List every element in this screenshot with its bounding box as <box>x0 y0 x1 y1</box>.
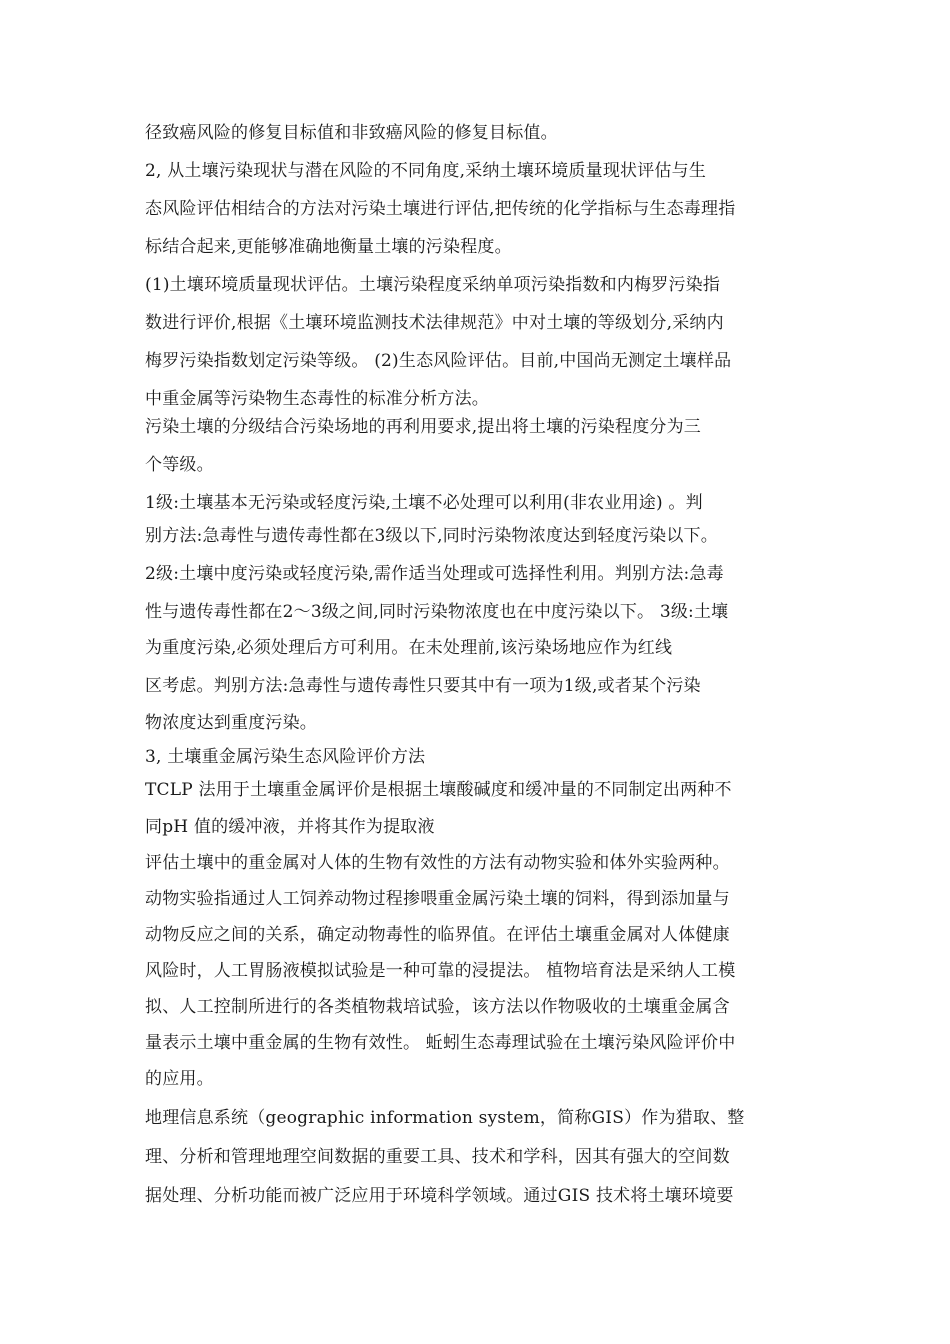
text-line: 数进行评价,根据《土壤环境监测技术法律规范》中对土壤的等级划分,采纳内 <box>145 313 724 333</box>
text-line: 1级:土壤基本无污染或轻度污染,土壤不必处理可以利用(非农业用途) 。判 <box>145 493 703 513</box>
text-line: 2, 从土壤污染现状与潜在风险的不同角度,采纳土壤环境质量现状评估与生 <box>145 161 707 181</box>
text-line: 个等级。 <box>145 455 214 475</box>
text-line: 性与遗传毒性都在2～3级之间,同时污染物浓度也在中度污染以下。 3级:土壤 <box>145 602 729 622</box>
text-line: (1)土壤环境质量现状评估。土壤污染程度采纳单项污染指数和内梅罗污染指 <box>145 275 721 295</box>
text-line: 污染土壤的分级结合污染场地的再利用要求,提出将土壤的污染程度分为三 <box>145 417 702 437</box>
text-line: 量表示土壤中重金属的生物有效性。 蚯蚓生态毒理试验在土壤污染风险评价中 <box>145 1033 736 1053</box>
text-line: 中重金属等污染物生态毒性的标准分析方法。 <box>145 389 489 409</box>
text-line: 动物反应之间的关系，确定动物毒性的临界值。在评估土壤重金属对人体健康 <box>145 925 730 945</box>
text-line: 地理信息系统（geographic information system，简称GIS）作为猎取、整 <box>145 1108 745 1128</box>
text-line: 径致癌风险的修复目标值和非致癌风险的修复目标值。 <box>145 123 558 143</box>
text-line: TCLP 法用于土壤重金属评价是根据土壤酸碱度和缓冲量的不同制定出两种不 <box>145 780 732 800</box>
text-line: 态风险评估相结合的方法对污染土壤进行评估,把传统的化学指标与生态毒理指 <box>145 199 736 219</box>
text-line: 区考虑。判别方法:急毒性与遗传毒性只要其中有一项为1级,或者某个污染 <box>145 676 701 696</box>
text-line: 同pH 值的缓冲液，并将其作为提取液 <box>145 817 435 837</box>
text-line: 理、分析和管理地理空间数据的重要工具、技术和学科，因其有强大的空间数 <box>145 1147 730 1167</box>
text-line: 评估土壤中的重金属对人体的生物有效性的方法有动物实验和体外实验两种。 <box>145 853 730 873</box>
text-line: 3, 土壤重金属污染生态风险评价方法 <box>145 747 426 767</box>
text-line: 梅罗污染指数划定污染等级。 (2)生态风险评估。目前,中国尚无测定土壤样品 <box>145 351 732 371</box>
text-line: 动物实验指通过人工饲养动物过程掺喂重金属污染土壤的饲料，得到添加量与 <box>145 889 730 909</box>
text-line: 2级:土壤中度污染或轻度污染,需作适当处理或可选择性利用。判别方法:急毒 <box>145 564 724 584</box>
text-line: 别方法:急毒性与遗传毒性都在3级以下,同时污染物浓度达到轻度污染以下。 <box>145 526 718 546</box>
text-line: 物浓度达到重度污染。 <box>145 713 317 733</box>
text-line: 为重度污染,必须处理后方可利用。在未处理前,该污染场地应作为红线 <box>145 638 673 658</box>
text-line: 的应用。 <box>145 1069 214 1089</box>
text-line: 拟、人工控制所进行的各类植物栽培试验，该方法以作物吸收的土壤重金属含 <box>145 997 730 1017</box>
text-line: 据处理、分析功能而被广泛应用于环境科学领域。通过GIS 技术将土壤环境要 <box>145 1186 734 1206</box>
text-line: 风险时，人工胃肠液模拟试验是一种可靠的浸提法。 植物培育法是采纳人工模 <box>145 961 736 981</box>
text-line: 标结合起来,更能够准确地衡量土壤的污染程度。 <box>145 237 512 257</box>
